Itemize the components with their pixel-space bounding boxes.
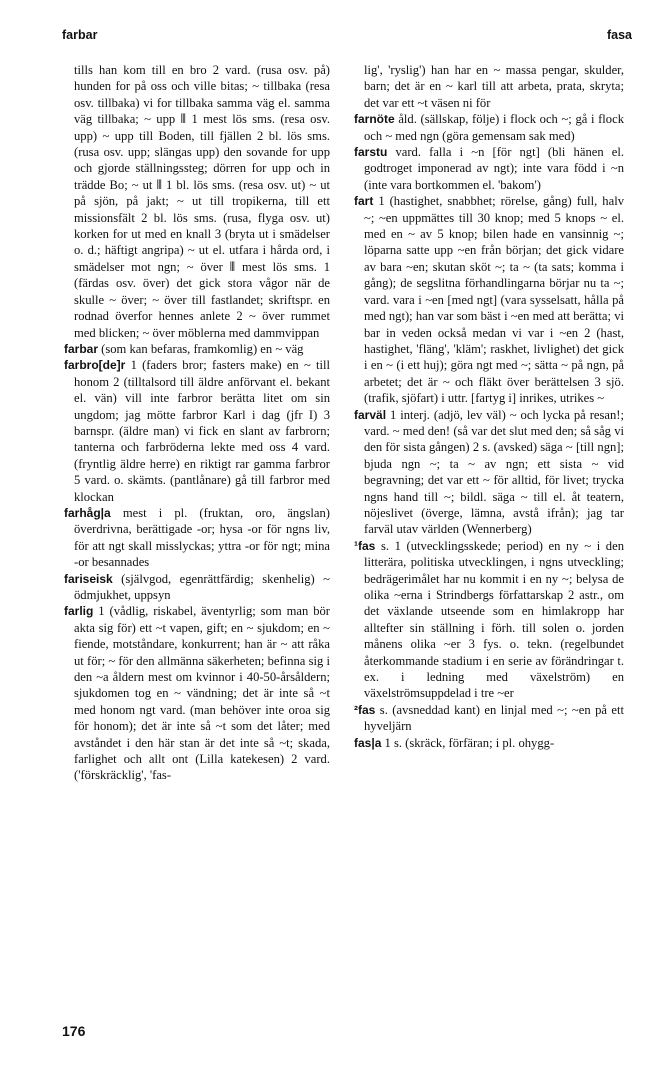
dictionary-entry xyxy=(64,505,330,571)
entry-text: s. 1 (utvecklingsskede; period) en ny ~ i den litterära, politiska utvecklingen, i ngns utveckling; bedrägerimålet har nu kommit i en ny ~; belysa de olika ~erna i Strindbergs författarskap 2 astr., om det växlande utseende som en himlakropp har alltefter sin ställning i förh. till solen o. jorden månens olika ~er 3 fys. o. tekn. (regelbundet återkommande stadium i en serie av förändringar t. ex. i ledning med växelström) en växelströmsuppdelad i tre ~er xyxy=(364,538,624,701)
entry-text: lig', 'ryslig') han har en ~ massa pengar, skulder, barn; det är en ~ karl till att arbeta, prata, skryta; det var ett ~t väsen ni för xyxy=(364,63,624,110)
headword: ²fas xyxy=(354,702,376,717)
dictionary-entry xyxy=(354,407,624,538)
page-number: 176 xyxy=(62,1023,86,1039)
entry-text: vard. falla i ~n [för ngt] (bli hänen el. godtroget imponerad av ngt); inte vara född i ~n (inte vara bortkommen el. 'bakom') xyxy=(364,145,624,192)
headword: farväl xyxy=(354,407,387,422)
dictionary-entry xyxy=(64,603,330,783)
entry-text: 1 s. (skräck, förfäran; i pl. ohygg- xyxy=(381,735,555,750)
headword: farbar xyxy=(64,341,99,356)
headword: farstu xyxy=(354,145,388,160)
headword: farnöte xyxy=(354,112,395,127)
left-column xyxy=(64,62,330,784)
entry-continuation xyxy=(354,62,624,111)
headword: farlig xyxy=(64,604,94,619)
dictionary-entry xyxy=(64,357,330,505)
headword: fas|a xyxy=(354,735,382,750)
dictionary-entry xyxy=(354,144,624,193)
dictionary-entry xyxy=(354,702,624,735)
headword: fart xyxy=(354,194,374,209)
dictionary-entry xyxy=(354,538,624,702)
entry-text: 1 interj. (adjö, lev väl) ~ och lycka på resan!; vard. ~ med den! (så var det slut med den; så såg vi den för sista gången) 2 s. (avsked) säga ~ [till ngn]; bjuda ngn ~; ta ~ av ngn; ett sista ~ vid begravning; det var ett ~ för alltid, för livet; trycka ngns hand till ~; bildl. säga ~ till el. åt teatern, nöjeslivet (överge, lämna, avstå ifrån); jag tar farväl utav världen (Wennerberg) xyxy=(364,407,624,537)
entry-continuation xyxy=(64,62,330,341)
headword: ¹fas xyxy=(354,538,376,553)
headword: farhåg|a xyxy=(64,505,111,520)
dictionary-entry xyxy=(64,341,330,357)
dictionary-entry xyxy=(354,735,624,751)
dictionary-entry xyxy=(64,571,330,604)
dictionary-entry xyxy=(354,111,624,144)
headword: farbro[de]r xyxy=(64,358,126,373)
headword: fariseisk xyxy=(64,571,113,586)
entry-text: åld. (sällskap, följe) i flock och ~; gå i flock och ~ med ngn (göra gemensam sak med) xyxy=(364,112,624,143)
right-column xyxy=(354,62,624,751)
dictionary-entry xyxy=(354,193,624,406)
entry-text: (självgod, egenrättfärdig; skenhelig) ~ ödmjukhet, uppsyn xyxy=(74,571,330,602)
entry-text: 1 (faders bror; fasters make) en ~ till honom 2 (tilltalsord till äldre anförvant el. bekant el. vän) vill inte farbror berätta litet om sin ungdom; jag mötte farbror Karl i dag (jfr I) 3 barnspr. (äldre man) vi fick en slant av farbrorn; tanterna och farbröderna lekte med oss 4 vard. (fryntlig äldre herre) en riktigt rar gamma farbror 5 vard. o. skämts. (pantlånare) gå till farbror med klockan xyxy=(74,358,330,504)
entry-text: s. (avsneddad kant) en linjal med ~; ~en på ett hyveljärn xyxy=(364,702,624,734)
entry-text: mest i pl. (fruktan, oro, ängslan) överdrivna, berättigade -or; hysa -or för ngns liv, för att ngt skall misslyckas; yttra -or för ngt; mina -or besannades xyxy=(74,505,330,570)
entry-text: 1 (hastighet, snabbhet; rörelse, gång) full, halv ~; ~en uppmättes till 30 knop; med 5 knops ~ el. med en ~ av 5 knop; bilen hade en vansinnig ~; löparna satte upp ~en från början; det gick vidare av bara ~en; skutan sköt ~; ta ~ (ta sats; komma i gång); de segslitna förhandlingarna börjar nu ta ~; vard. vara i ~en [med ngt] (vara sysselsatt, hålla på med ngt); han var som bäst i ~en med att berätta; vi bar in veden också medan vi var i ~en 2 (hast, hastighet, 'fläng', 'kläm'; raskhet, livlighet) det gick i en ~ (i ett huj); göra ngt med ~; sätta ~ på ngn, på arbetet; det är ~ och fläkt över berättelsen 3 sjö. (trafik, sjöfart) i uttr. [fartyg i] inrikes, utrikes ~ xyxy=(364,194,624,406)
header-guide-word-left: farbar xyxy=(62,28,98,42)
entry-text: 1 (vådlig, riskabel, äventyrlig; som man bör akta sig för) ett ~t vapen, gift; en ~ sjukdom; en ~ fiende, motståndare, konkurrent; han är ~ att råka ut för; ~ för den allmänna säkerheten; befinna sig i den ~a åldern mest om kvinnor i 40-50-årsåldern; sjukdomen tog en ~ vändning; det är inte så ~t med honom ngt vard. (man behöver inte oroa sig för honom); det är inte så ~t som det låter; med avståndet i den här stan är det inte så ~t; skada, farlighet och allt ont (Lilla katekesen) 2 vard. ('förskräcklig', 'fas- xyxy=(74,604,330,783)
entry-text: (som kan befaras, framkomlig) en ~ väg xyxy=(98,341,304,356)
header-guide-word-right: fasa xyxy=(606,28,632,42)
entry-text: tills han kom till en bro 2 vard. (rusa osv. på) hunden for på oss och ville bitas; ~ tillbaka (resa osv. tillbaka) vi for tillbaka samma väg el. samma väg tillbaka; ~ upp ⦀ 1 mest lös sms. (resa osv. upp) ~ upp till Boden, till fjällen 2 bl. lös sms. (rusa osv. upp; slängas upp) den sovande for upp och gjorde ställningssteg; dörren for upp och in trädde Bo; ~ ut ⦀ 1 bl. lös sms. (resa osv. ut) ~ ut på sjön, på jakt; ~ ut till tropikerna, till ett missionsfält 2 bl. lös sms. (rusa, flyga osv. ut) korken for ut med en knall 3 (bryta ut i smädelser o. d.; häftigt angripa) ~ ut el. utfara i hårda ord, i smädelser mot ngn; ~ över ⦀ mest lös sms. 1 (färdas osv. över) det gick stora vågor när de skulle ~ över; ~ över till fastlandet; skriftspr. en rodnad överfor hennes anlete 2 ~ över rummet med blicken; ~ över möblerna med dammvippan xyxy=(74,63,330,340)
